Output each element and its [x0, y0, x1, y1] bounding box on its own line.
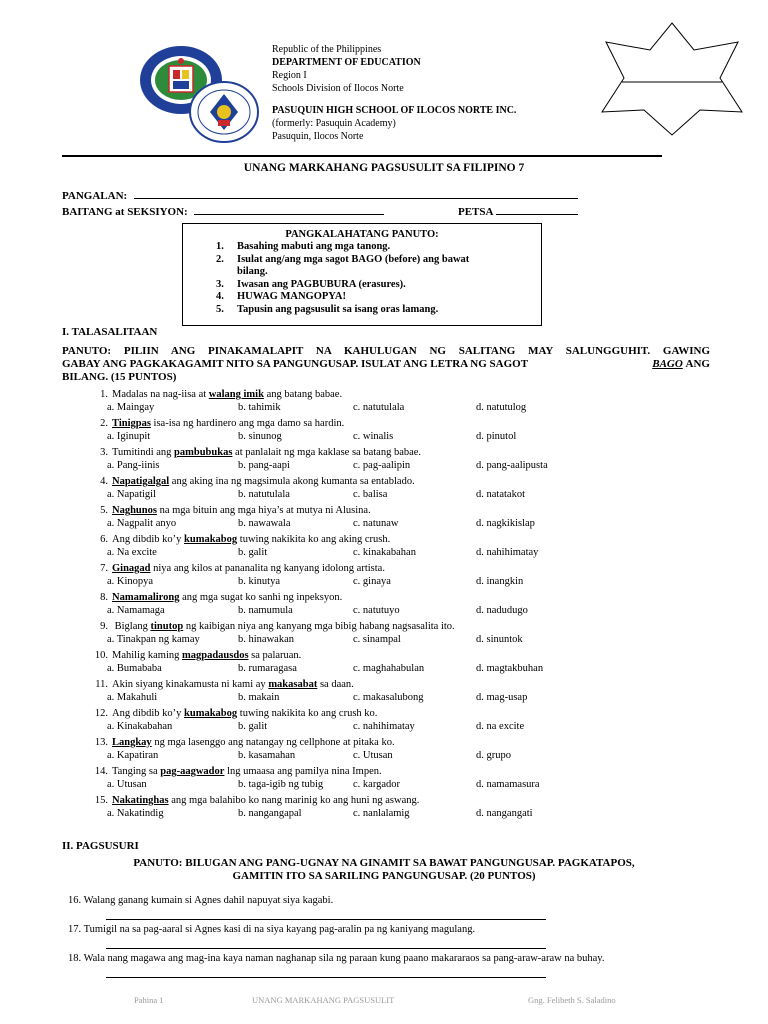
- answer-choice[interactable]: a. Namamaga: [107, 605, 165, 616]
- underlined-word: tinutop: [150, 621, 184, 632]
- underlined-word: pag-aagwador: [160, 766, 225, 777]
- bago-emphasis: BAGO: [652, 358, 683, 370]
- footer-title: UNANG MARKAHANG PAGSUSULIT: [252, 995, 395, 1005]
- question-number: 3.: [100, 447, 108, 458]
- department-text: DEPARTMENT OF EDUCATION: [272, 57, 421, 68]
- answer-choice[interactable]: b. nangangapal: [238, 808, 302, 819]
- section-label: BAITANG at SEKSIYON:: [62, 206, 188, 218]
- answer-choice[interactable]: a. Maingay: [107, 402, 155, 413]
- question-text: niya ang kilos at pananalita ng kanyang idolong artista.: [150, 563, 385, 574]
- date-field[interactable]: [496, 203, 578, 215]
- footer-page: Pahina 1: [134, 995, 164, 1005]
- answer-choice[interactable]: a. Napatigil: [107, 489, 156, 500]
- essay-text: Wala nang magawa ang mag-ina kaya naman naghanap sila ng paraan kung paano makararaos sa pang-araw-araw na buhay.: [83, 953, 605, 964]
- answer-choice[interactable]: c. makasalubong: [353, 692, 424, 703]
- question-number: 7.: [100, 563, 108, 574]
- section1-directions-line2-row: [62, 358, 710, 371]
- underlined-word: Napatigalgal: [112, 476, 170, 487]
- answer-choice[interactable]: c. kargador: [353, 779, 401, 790]
- question-item: [86, 562, 746, 575]
- answer-choice[interactable]: b. nawawala: [238, 518, 291, 529]
- answer-line[interactable]: [106, 977, 546, 978]
- answer-choice[interactable]: d. nangangati: [476, 808, 533, 819]
- question-text: Mahilig kaming: [112, 650, 182, 661]
- republic-text: Republic of the Philippines: [272, 44, 382, 55]
- answer-choice[interactable]: c. natunaw: [353, 518, 399, 529]
- answer-choice[interactable]: b. tahimik: [238, 402, 281, 413]
- direction-item: Iwasan ang PAGBUBURA (erasures).: [237, 279, 406, 290]
- question-text: Madalas na nag-iisa at: [112, 389, 209, 400]
- direction-item: Tapusin ang pagsusulit sa isang oras lamang.: [237, 304, 439, 315]
- score-star: [596, 20, 748, 138]
- answer-choice[interactable]: d. grupo: [476, 750, 511, 761]
- answer-choice[interactable]: b. kinutya: [238, 576, 280, 587]
- answer-choice[interactable]: d. mag-usap: [476, 692, 528, 703]
- question-text: sa daan.: [317, 679, 354, 690]
- question-item: [86, 533, 746, 546]
- section1-directions-line1: PANUTO: PILIIN ANG PINAKAMALAPIT NA KAHULUGAN NG SALITANG MAY SALUNGGUHIT. GAWING: [62, 345, 710, 357]
- answer-choice[interactable]: d. nahihimatay: [476, 547, 539, 558]
- question-number: 9.: [100, 621, 108, 632]
- answer-choice[interactable]: b. galit: [238, 547, 268, 558]
- section1-directions-line2: GABAY ANG PAGKAKAGAMIT NITO SA PANGUNGUSAP. ISULAT ANG LETRA NG SAGOT: [62, 358, 529, 370]
- section-field-row: [62, 203, 384, 218]
- school-name: PASUQUIN HIGH SCHOOL OF ILOCOS NORTE INC.: [272, 105, 517, 116]
- underlined-word: Nakatinghas: [112, 795, 169, 806]
- answer-choice[interactable]: a. Bumababa: [107, 663, 162, 674]
- essay-text: Tumigil na sa pag-aaral si Agnes kasi di na siya kayang pag-aralin pa ng kaniyang magulang.: [83, 924, 476, 935]
- section2-directions-line2: GAMITIN ITO SA SARILING PANGUNGUSAP. (20 PUNTOS): [232, 870, 536, 882]
- answer-choice[interactable]: a. Kinakabahan: [107, 721, 173, 732]
- question-number: 15.: [94, 795, 108, 806]
- answer-choice[interactable]: d. inangkin: [476, 576, 524, 587]
- question-number: 5.: [100, 505, 108, 516]
- name-field[interactable]: [134, 187, 578, 199]
- underlined-word: kumakabog: [184, 708, 238, 719]
- answer-choice[interactable]: a. Pang-iinis: [107, 460, 160, 471]
- direction-item: bilang.: [237, 266, 268, 277]
- question-item: [86, 388, 746, 401]
- date-label: PETSA: [458, 206, 493, 218]
- direction-item: HUWAG MANGOPYA!: [237, 291, 346, 302]
- deped-seal-logo: [188, 80, 260, 144]
- underlined-word: Ginagad: [112, 563, 151, 574]
- direction-item: Isulat ang/ang mga sagot BAGO (before) ang bawat: [237, 254, 470, 265]
- essay-number: 17.: [68, 924, 82, 935]
- answer-choice[interactable]: c. natutuyo: [353, 605, 400, 616]
- answer-choice[interactable]: d. sinuntok: [476, 634, 523, 645]
- question-item: [86, 794, 746, 807]
- question-item: [86, 765, 746, 778]
- answer-choice[interactable]: d. nagkikislap: [476, 518, 535, 529]
- answer-choice[interactable]: b. pang-aapi: [238, 460, 290, 471]
- section1-title: I. TALASALITAAN: [62, 326, 158, 338]
- address-text: Pasuquin, Ilocos Norte: [272, 131, 364, 142]
- answer-choice[interactable]: a. Kinopya: [107, 576, 154, 587]
- answer-choice[interactable]: b. kasamahan: [238, 750, 296, 761]
- essay-text: Walang ganang kumain si Agnes dahil napuyat siya kagabi.: [83, 895, 334, 906]
- question-text: na mga bituin ang mga hiya’s at mutya ni Alusina.: [156, 505, 371, 516]
- underlined-word: kumakabog: [184, 534, 238, 545]
- underlined-word: Tinigpas: [112, 418, 151, 429]
- question-text: isa-isa ng hardinero ang mga damo sa hardin.: [150, 418, 345, 429]
- question-text: at panlalait ng mga kaklase sa batang babae.: [232, 447, 422, 458]
- underlined-word: pambubukas: [174, 447, 233, 458]
- question-item: [86, 504, 746, 517]
- answer-choice[interactable]: a. Nakatindig: [107, 808, 164, 819]
- answer-choice[interactable]: c. winalis: [353, 431, 394, 442]
- question-item: [86, 417, 746, 430]
- answer-choice[interactable]: c. natutulala: [353, 402, 405, 413]
- direction-number: 4.: [216, 291, 224, 302]
- direction-item: Basahing mabuti ang mga tanong.: [237, 241, 391, 252]
- question-text: ang mga balahibo ko nang marinig ko ang huni ng aswang.: [168, 795, 420, 806]
- answer-choice[interactable]: a. Utusan: [107, 779, 147, 790]
- question-text: lng umaasa ang pamilya nina Impen.: [224, 766, 382, 777]
- answer-choice[interactable]: a. Makahuli: [107, 692, 158, 703]
- question-item: [86, 678, 746, 691]
- underlined-word: walang imik: [208, 389, 264, 400]
- answer-choice[interactable]: b. hinawakan: [238, 634, 294, 645]
- question-number: 10.: [94, 650, 108, 661]
- essay-item-17: [68, 924, 475, 935]
- question-text: Ang dibdib ko’y: [112, 708, 185, 719]
- underlined-word: Langkay: [112, 737, 152, 748]
- question-text: Akin siyang kinakamusta ni kami ay: [112, 679, 269, 690]
- answer-choice[interactable]: c. maghahabulan: [353, 663, 425, 674]
- name-field-row: [62, 187, 578, 202]
- answer-choice[interactable]: c. Utusan: [353, 750, 393, 761]
- essay-item-18: [68, 953, 604, 964]
- question-item: [86, 591, 746, 604]
- direction-number: 3.: [216, 279, 224, 290]
- question-text: Ang dibdib ko’y: [112, 534, 185, 545]
- underlined-word: magpadausdos: [182, 650, 249, 661]
- question-number: 4.: [100, 476, 108, 487]
- question-number: 1.: [100, 389, 108, 400]
- section-field[interactable]: [194, 203, 384, 215]
- question-text: ng mga lasenggo ang natangay ng cellphone at pitaka ko.: [151, 737, 395, 748]
- header-divider: [62, 155, 662, 157]
- answer-choice[interactable]: c. nanlalamig: [353, 808, 410, 819]
- footer-teacher: Gng. Felibeth S. Saladino: [528, 995, 616, 1005]
- answer-choice[interactable]: b. rumaragasa: [238, 663, 297, 674]
- answer-choice[interactable]: a. Iginupit: [107, 431, 151, 442]
- region-text: Region I: [272, 70, 307, 81]
- direction-number: 5.: [216, 304, 224, 315]
- section1-directions-line3: BILANG. (15 PUNTOS): [62, 371, 177, 383]
- answer-choice[interactable]: c. sinampal: [353, 634, 401, 645]
- question-text: Biglang: [112, 621, 151, 632]
- essay-number: 18.: [68, 953, 82, 964]
- answer-choice[interactable]: b. galit: [238, 721, 268, 732]
- answer-choice[interactable]: b. natutulala: [238, 489, 290, 500]
- question-number: 8.: [100, 592, 108, 603]
- answer-choice[interactable]: a. Na excite: [107, 547, 157, 558]
- answer-choice[interactable]: d. natatakot: [476, 489, 525, 500]
- answer-choice[interactable]: b. sinunog: [238, 431, 282, 442]
- question-text: ng kaibigan niya ang kanyang mga bibig habang nagsasalita ito.: [183, 621, 455, 632]
- answer-choice[interactable]: c. kinakabahan: [353, 547, 416, 558]
- name-label: PANGALAN:: [62, 190, 128, 202]
- answer-choice[interactable]: b. makain: [238, 692, 280, 703]
- answer-choice[interactable]: a. Tinakpan ng kamay: [107, 634, 200, 645]
- answer-choice[interactable]: d. pang-aalipusta: [476, 460, 548, 471]
- answer-choice[interactable]: d. magtakbuhan: [476, 663, 544, 674]
- answer-line[interactable]: [106, 948, 546, 949]
- question-number: 14.: [94, 766, 108, 777]
- question-item: [86, 736, 746, 749]
- question-text: Tumitindi ang: [112, 447, 175, 458]
- answer-choice[interactable]: d. na excite: [476, 721, 525, 732]
- question-number: 6.: [100, 534, 108, 545]
- question-item: [86, 475, 746, 488]
- question-text: ang aking ina ng magsimula akong kumanta sa entablado.: [169, 476, 415, 487]
- answer-choice[interactable]: d. pinutol: [476, 431, 517, 442]
- section1-directions: [62, 345, 710, 384]
- direction-number: 1.: [216, 241, 224, 252]
- question-text: tuwing nakikita ko ang crush ko.: [237, 708, 378, 719]
- essay-number: 16.: [68, 895, 82, 906]
- question-number: 11.: [95, 679, 108, 690]
- section2-title: II. PAGSUSURI: [62, 840, 139, 852]
- answer-line[interactable]: [106, 919, 546, 920]
- question-text: ang mga sugat ko sanhi ng inpeksyon.: [179, 592, 343, 603]
- question-item: [86, 707, 746, 720]
- answer-choice[interactable]: b. taga-igib ng tubig: [238, 779, 324, 790]
- section1-ang: ANG: [685, 358, 710, 370]
- answer-choice[interactable]: c. ginaya: [353, 576, 391, 587]
- question-text: Tanging sa: [112, 766, 161, 777]
- question-item: [86, 446, 746, 459]
- question-number: 13.: [94, 737, 108, 748]
- answer-choice[interactable]: a. Kapatiran: [107, 750, 159, 761]
- underlined-word: Naghunos: [112, 505, 157, 516]
- direction-number: 2.: [216, 254, 224, 265]
- section2-directions-line1: PANUTO: BILUGAN ANG PANG-UGNAY NA GINAMIT SA BAWAT PANGUNGUSAP. PAGKATAPOS,: [133, 857, 635, 869]
- answer-choice[interactable]: b. namumula: [238, 605, 293, 616]
- answer-choice[interactable]: c. nahihimatay: [353, 721, 415, 732]
- question-text: tuwing nakikita ko ang aking crush.: [237, 534, 391, 545]
- question-text: ang batang babae.: [263, 389, 343, 400]
- answer-choice[interactable]: d. natutulog: [476, 402, 527, 413]
- underlined-word: Namamalirong: [112, 592, 180, 603]
- answer-choice[interactable]: c. balisa: [353, 489, 388, 500]
- exam-title: UNANG MARKAHANG PAGSUSULIT SA FILIPINO 7: [243, 162, 525, 174]
- underlined-word: makasabat: [268, 679, 318, 690]
- general-directions-box: [182, 223, 542, 326]
- question-number: 12.: [94, 708, 108, 719]
- date-field-row: [458, 203, 578, 218]
- question-item: [86, 649, 746, 662]
- answer-choice[interactable]: d. namamasura: [476, 779, 540, 790]
- question-item: [86, 620, 746, 633]
- essay-item-16: [68, 895, 333, 906]
- formerly-text: (formerly: Pasuquin Academy): [272, 118, 396, 129]
- answer-choice[interactable]: a. Nagpalit anyo: [107, 518, 177, 529]
- directions-heading: PANGKALAHATANG PANUTO:: [285, 229, 439, 240]
- question-text: sa palaruan.: [248, 650, 302, 661]
- question-number: 2.: [100, 418, 108, 429]
- answer-choice[interactable]: d. nadudugo: [476, 605, 528, 616]
- answer-choice[interactable]: c. pag-aalipin: [353, 460, 411, 471]
- division-text: Schools Division of Ilocos Norte: [272, 83, 404, 94]
